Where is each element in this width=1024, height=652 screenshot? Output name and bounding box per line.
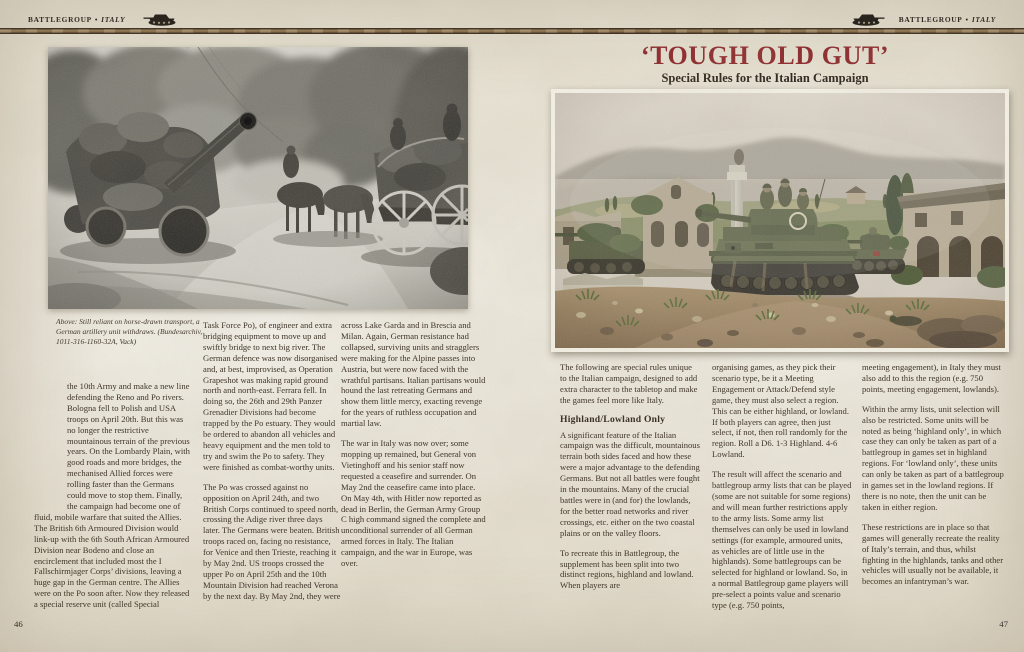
section-heading: Highland/Lowland Only xyxy=(560,413,666,425)
right-column-3 xyxy=(862,362,1005,596)
body-paragraph: organising games, as they pick their scenario type, be it a Meeting Engagement or Attack/Defend style game, they must also select a region. This can be either highland, or lowland. If both players can agree, then just select, if not, then roll randomly for the region. Roll a D6. 1-3 Highland. 4-6 Lowland. xyxy=(712,362,849,460)
brand-text: BATTLEGROUP xyxy=(28,14,92,24)
header-separator: • xyxy=(965,14,969,24)
body-paragraph: To recreate this in Battlegroup, the supplement has been split into two distinct regions, highland and lowland. When players are xyxy=(560,547,694,591)
left-column-3 xyxy=(341,320,487,578)
page-subtitle: Special Rules for the Italian Campaign xyxy=(661,71,869,85)
body-paragraph: The Po was crossed against no opposition on April 24th, and two British Corps continued to speed north, crossing the Adige river three days later. The Germans were beaten. British troops raced on, facing no resistance, for Venice and then Trieste, reaching it by May 2nd. US troops crossed the upper Po on April 25th and the 10th Mountain Division had reached Verona by the next day. By May 2nd, they were xyxy=(203,481,341,601)
body-paragraph: Within the army lists, unit selection will also be restricted. Some units will be noted as being ‘highland only’, in which case they can only be taken as part of a battlegroup in games set in highland regions. For ‘lowland only’, these units can only be taken as part of a battlegroup in games set in the lowland regions. If there is no note, then the unit can be taken in either region. xyxy=(862,403,1004,512)
right-photo-frame xyxy=(551,89,1009,352)
page-title: ‘TOUGH OLD GUT’ xyxy=(640,41,890,70)
right-column-1 xyxy=(560,362,700,600)
page-number-right: 47 xyxy=(999,619,1008,629)
body-paragraph: These restrictions are in place so that games will generally recreate the reality of Italy’s terrain, and thus, whilst fighting in the highlands, tanks and other vehicles will usually not be available, it becomes an infantryman’s war. xyxy=(862,521,1004,587)
region-text: ITALY xyxy=(971,14,996,24)
body-paragraph: across Lake Garda and in Brescia and Milan. Again, German resistance had collapsed, surviving units and stragglers were making for the Alpine passes into Austria, but were now faced with the wrathful partisans. Italian partisans would hound the last retreating Germans and show them little mercy, exacting revenge for the years of ruthless occupation and martial law. xyxy=(341,320,486,429)
left-column-1 xyxy=(34,381,191,619)
tank-icon xyxy=(143,12,179,26)
left-column-2 xyxy=(203,320,341,611)
header-right xyxy=(849,12,996,26)
body-paragraph: the 10th Army and make a new line defending the Reno and Po rivers. Bologna fell to Polish and USA troops on April 20th. But this was no longer the restrictive mountainous terrain of the previous years. On the Lombardy Plain, with good roads and more bridges, the mechanised Allied forces were rolling faster than the Germans could move to stop them. Finally, the campaign had become one of fluid, mobile warfare that suited the Allies. The British 6th Armoured Division would link-up with the 6th South African Armoured Division near Bodeno and close an encirclement that included most the I Fallschirmjager Corps’ divisions, leaving a huge gap in the German centre. The Allies were on the Po soon after. Now they released a special reserve unit (called Special xyxy=(34,381,190,610)
body-paragraph: meeting engagement), in Italy they must also add to this the region (e.g. 750 points, meeting engagement, lowlands). xyxy=(862,362,1001,394)
header-left xyxy=(28,12,179,26)
header-separator: • xyxy=(94,14,99,24)
photo-caption: Above: Still reliant on horse-drawn transport, a German artillery unit withdraws. (Bundesarchiv, 1011-316-1160-32A, Vack) xyxy=(56,317,203,346)
right-photo xyxy=(555,93,1005,348)
column-indent-spacer xyxy=(34,381,67,502)
right-column-2 xyxy=(712,362,852,620)
brand-text: BATTLEGROUP xyxy=(898,14,963,24)
page-number-left: 46 xyxy=(14,619,23,629)
body-paragraph: The result will affect the scenario and battlegroup army lists that can be played (some are not suitable for some regions) and will mean further restrictions apply to the army lists. Some army list themselves can only be used in lowland settings (for example, armoured units, as vehicles are of little use in the highlands). Some battlegroups can be selected for highland or lowland. So, in a normal Battlegroup game players will pre-select a points value and scenario type (e.g. 750 points, xyxy=(712,469,852,611)
header-rule xyxy=(0,28,1024,34)
body-paragraph: The war in Italy was now over; some mopping up remained, but General von Vietinghoff and his senior staff now requested a ceasefire and surrender. On May 2nd the ceasefire came into place. On May 4th, with Hitler now reported as dead in Berlin, the German Army Group C high command signed the complete and unconditional surrender of all German armed forces in Italy. The Italian campaign, and the war in Europe, was over. xyxy=(341,438,486,569)
left-photo xyxy=(48,47,468,309)
tank-icon xyxy=(849,12,885,26)
body-paragraph: Task Force Po), of engineer and extra bridging equipment to move up and swiftly bridge to next big river. The German defence was now disorganised and, at best, improvised, as Operation Grapeshot was making rapid ground north and north-east. Ferrara fell. In doing so, the 26th and 29th Panzer Grenadier Divisions had become trapped by the Po estuary. They would be ordered to abandon all vehicles and heavy equipment and the men told to try and swim the Po to safety. They were finished as combat-worthy units. xyxy=(203,320,338,472)
body-paragraph: The following are special rules unique to the Italian campaign, designed to add extra character to the tabletop and make the games feel more like Italy. xyxy=(560,362,698,405)
body-paragraph: A significant feature of the Italian campaign was the difficult, mountainous terrain both sides faced and how these were a major advantage to the defending Germans. But not all battles were fought in the mountains. Many of the crucial battles were in (and for) the lowlands, for the better road networks and river crossings, etc. either on the two coastal plains or on the valley floors. xyxy=(560,429,700,538)
region-text: ITALY xyxy=(101,14,126,24)
